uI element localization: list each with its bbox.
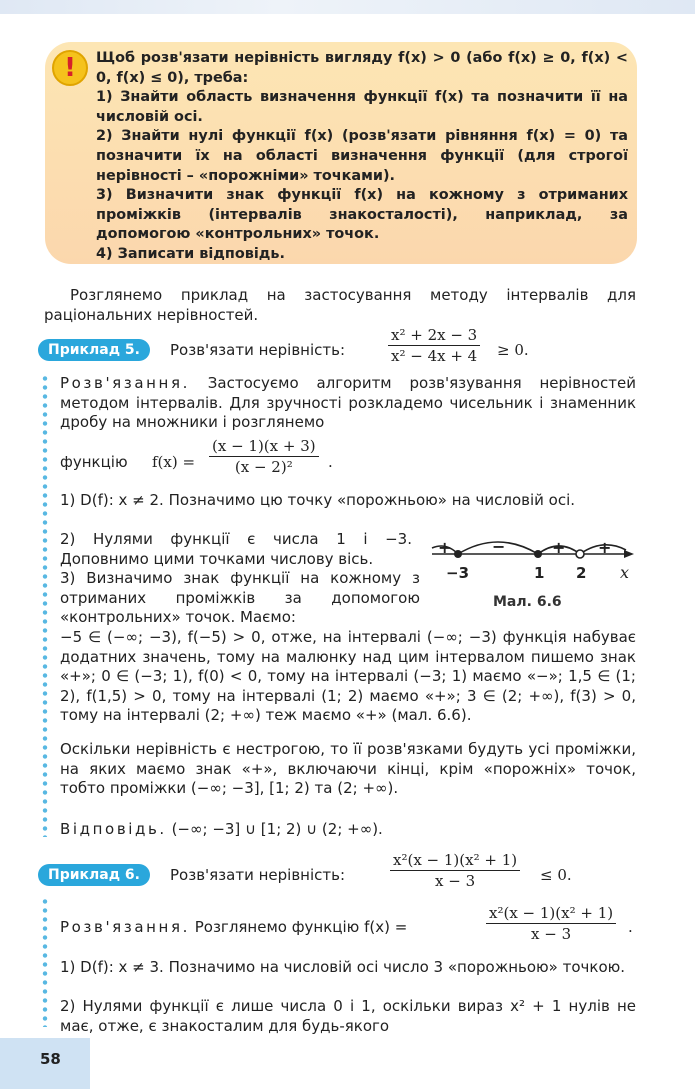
step-2: 2) Нулями функції є числа 1 і −3. Доповнимо цими точками числову вісь. [60, 530, 412, 568]
step-4: Оскільки нерівність є нестрогою, то її розв'язками будуть усі проміжки, на яких маємо знак «+», включаючи кінці, крім «порожніх» точок, тобто проміжки (−∞; −3], [1; 2) та (2; +∞). [60, 740, 636, 798]
solution-6-text: Розглянемо функцію f(x) = [189, 918, 408, 936]
page-number: 58 [40, 1050, 61, 1068]
page-number-block [0, 1038, 90, 1089]
label-2: 2 [576, 564, 587, 582]
rule-text [96, 49, 628, 265]
example-5-relation: ≥ 0. [497, 341, 529, 359]
solution-6-heading: Розв'язання. [60, 918, 190, 936]
point-minus-3 [454, 550, 462, 558]
example-6-step-2: 2) Нулями функції є лише числа 0 і 1, оскільки вираз x² + 1 нулів не має, отже, є знакосталим для будь-якого [60, 997, 636, 1035]
point-1 [534, 550, 542, 558]
function-6-numerator: x²(x − 1)(x² + 1) [486, 904, 616, 924]
example-6-numerator: x²(x − 1)(x² + 1) [390, 851, 520, 871]
function-word: функцію [60, 453, 128, 471]
example-5-denominator: x² − 4x + 4 [391, 347, 478, 365]
sign-4: + [598, 538, 612, 557]
example-5-fraction [388, 326, 480, 365]
rule-intro: Щоб розв'язати нерівність вигляду f(x) > 0 (або f(x) ≥ 0, f(x) < 0, f(x) ≤ 0), треба: [96, 50, 628, 86]
label-1: 1 [534, 564, 545, 582]
top-decoration [0, 0, 695, 14]
solution-text: Застосуємо алгоритм розв'язування нерівностей методом інтервалів. Для зручності розкладемо чисельник і знаменник дробу на множники і розглянемо [60, 374, 636, 432]
step-3a: 3) Визначимо знак функції на кожному з отриманих проміжків за допомогою «контрольних» точок. Маємо: [60, 569, 420, 627]
answer [60, 820, 636, 840]
point-2-empty [576, 550, 584, 558]
sign-2: − [492, 537, 506, 556]
exclamation-icon: ! [52, 50, 88, 86]
answer-heading: Відповідь. [60, 820, 167, 838]
function-6-denominator: x − 3 [531, 925, 572, 943]
example-6-tag: Приклад 6. [38, 864, 150, 886]
function-lhs: f(x) = [152, 453, 196, 471]
rule-step-4: 4) Записати відповідь. [96, 245, 285, 262]
solution-heading: Розв'язання. [60, 374, 190, 392]
axis-label-x: x [620, 563, 630, 582]
axis-arrow-icon [624, 550, 634, 558]
example-6-relation: ≤ 0. [540, 866, 572, 884]
number-line-figure [428, 532, 638, 590]
example-6-dotted-border [42, 897, 48, 1027]
rule-step-2: 2) Знайти нулі функції f(x) (розв'язати рівняння f(x) = 0) та позначити їх на області визначення функції (для строгої нерівності – «порожніми» точками). [96, 128, 628, 184]
step-1: 1) D(f): x ≠ 2. Позначимо цю точку «порожньою» на числовій осі. [60, 491, 576, 509]
example-5-numerator: x² + 2x − 3 [388, 326, 480, 346]
example-6-solution [60, 918, 500, 938]
example-5-label: Розв'язати нерівність: [170, 341, 346, 359]
example-6-label: Розв'язати нерівність: [170, 866, 346, 884]
function-denominator: (x − 2)² [234, 458, 293, 476]
function-numerator: (x − 1)(x + 3) [209, 437, 319, 457]
example-5-dotted-border [42, 374, 48, 837]
rule-step-3: 3) Визначити знак функції f(x) на кожному з отриманих проміжків (інтервалів знакосталості), наприклад, за допомогою «контрольних» точок. [96, 187, 628, 243]
intro-paragraph: Розглянемо приклад на застосування методу інтервалів для раціональних нерівностей. [44, 286, 636, 324]
example-6-fraction [390, 851, 520, 890]
sign-1: + [438, 538, 452, 557]
figure-caption: Мал. 6.6 [493, 594, 562, 610]
rule-step-1: 1) Знайти область визначення функції f(x) та позначити її на числовій осі. [96, 89, 628, 125]
example-5-tag: Приклад 5. [38, 339, 150, 361]
example-5-solution [60, 374, 636, 433]
label-minus-3: −3 [446, 564, 470, 582]
step-3b: −5 ∈ (−∞; −3), f(−5) > 0, отже, на інтервалі (−∞; −3) функція набуває додатних значень, тому на малюнку над цим інтервалом пишемо знак «+»; 0 ∈ (−3; 1), f(0) < 0, тому на інтервалі (−3; 1) маємо «−»; 1,5 ∈ (1; 2), f(1,5) > 0, тому на інтервалі (1; 2) маємо «+»; 3 ∈ (2; +∞), f(3) > 0, тому на інтервалі (2; +∞) теж маємо «+» (мал. 6.6). [60, 628, 636, 725]
answer-text: (−∞; −3] ∪ [1; 2) ∪ (2; +∞). [166, 820, 383, 838]
function-fraction [209, 437, 319, 476]
example-6-step-1: 1) D(f): x ≠ 3. Позначимо на числовій осі число 3 «порожньою» точкою. [60, 958, 626, 976]
example-6-denominator: x − 3 [435, 872, 476, 890]
function-6-fraction [486, 904, 616, 943]
sign-3: + [552, 538, 566, 557]
function-6-end: . [628, 918, 633, 936]
function-end: . [328, 453, 333, 471]
